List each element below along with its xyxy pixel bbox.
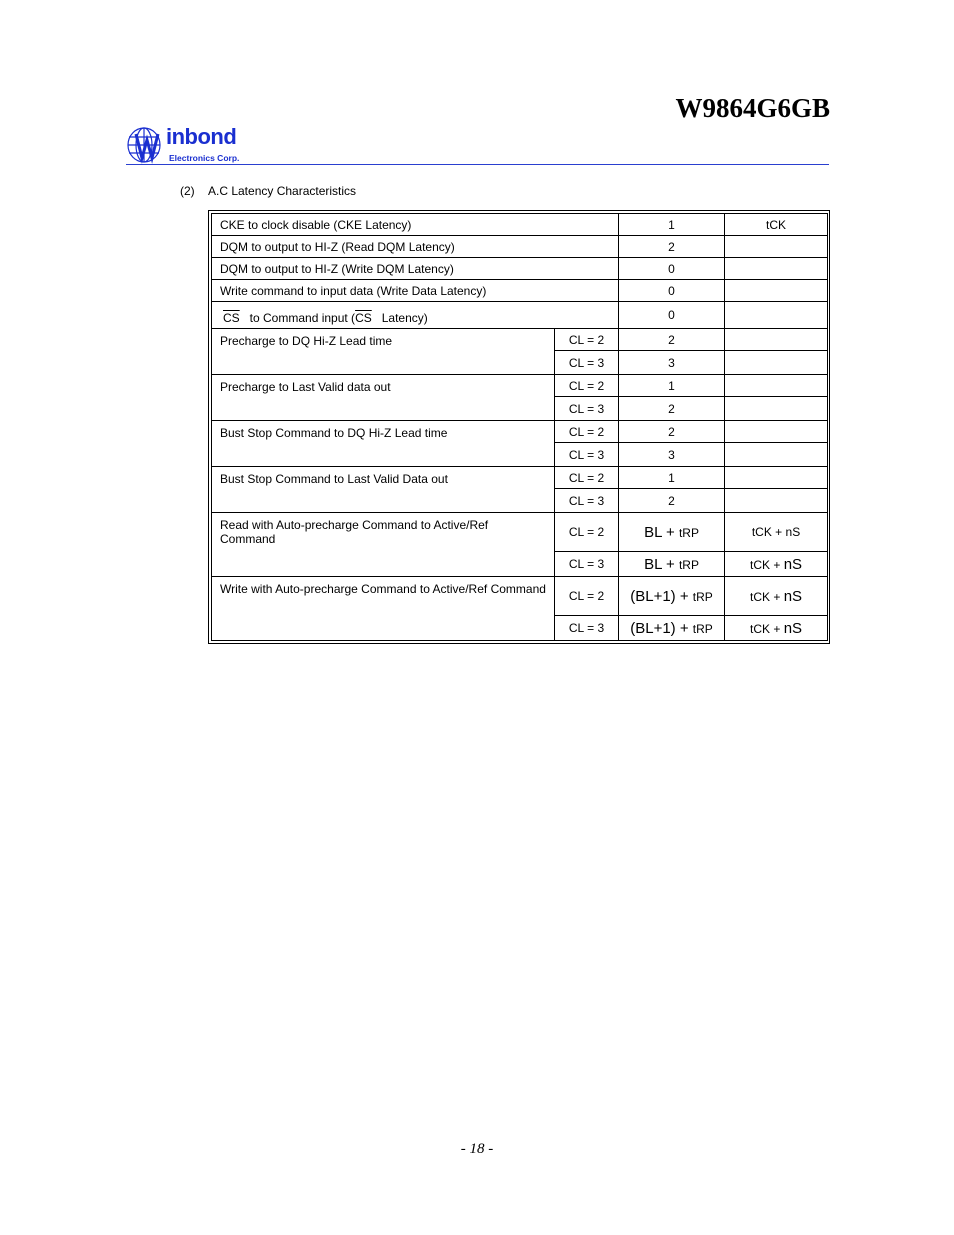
cl-cell: CL = 2 [555,421,619,443]
table-row [212,375,828,397]
value-cell: 2 [619,329,725,351]
param-cell: DQM to output to HI-Z (Read DQM Latency) [212,236,619,258]
cl-cell: CL = 3 [555,443,619,467]
value-main: BL + [644,523,675,541]
table-row [212,236,828,258]
table-row [212,214,828,236]
cl-cell: CL = 3 [555,397,619,421]
table-row [212,577,828,616]
unit-cell [725,258,828,280]
value-sub: tRP [692,621,713,636]
value-cell: 2 [619,489,725,513]
param-cell: CKE to clock disable (CKE Latency) [212,214,619,236]
cs-text: Latency) [381,311,428,325]
table-row [212,329,828,351]
section-heading [180,184,356,198]
unit-cell [725,280,828,302]
cl-cell: CL = 3 [555,351,619,375]
param-cell [212,302,619,329]
section-number: (2) [180,184,195,198]
unit-cell [725,397,828,421]
latency-table-body [212,214,828,641]
value-cell [619,616,725,641]
value-cell: 1 [619,467,725,489]
logo-subtitle: Electronics Corp. [169,153,240,163]
param-cell: Write command to input data (Write Data Latency) [212,280,619,302]
unit-cell [725,443,828,467]
param-cell: DQM to output to HI-Z (Write DQM Latency) [212,258,619,280]
table-row [212,467,828,489]
value-cell: 3 [619,351,725,375]
value-cell: 1 [619,375,725,397]
table-row [212,302,828,329]
winbond-logo [126,126,256,166]
latency-table-frame [208,210,830,644]
unit-cell [725,375,828,397]
cl-cell: CL = 3 [555,489,619,513]
cl-cell: CL = 2 [555,375,619,397]
unit-cell [725,421,828,443]
part-number: W9864G6GB [675,93,830,123]
param-cell: Precharge to DQ Hi-Z Lead time [212,329,555,375]
cl-cell: CL = 3 [555,616,619,641]
value-sub: tRP [678,525,699,540]
unit-cell [725,236,828,258]
value-cell [619,577,725,616]
value-cell: 2 [619,397,725,421]
value-cell: 0 [619,280,725,302]
table-row [212,513,828,552]
cl-cell: CL = 2 [555,467,619,489]
unit-cell [725,302,828,329]
value-main: BL + [644,555,675,573]
unit-a: tCK + [749,557,781,572]
unit-a: tCK + [749,621,781,636]
cl-cell: CL = 3 [555,552,619,577]
header-divider [126,164,829,165]
cs-signal: $\overline{CS}$ [355,311,372,325]
section-title: A.C Latency Characteristics [208,184,357,198]
param-cell: Precharge to Last Valid data out [212,375,555,421]
value-main: (BL+1) + [630,587,689,605]
value-cell: 2 [619,236,725,258]
latency-table [211,213,828,641]
unit-b: nS [783,587,803,605]
unit-cell [725,467,828,489]
cl-cell: CL = 2 [555,513,619,552]
unit-b: nS [783,619,803,637]
table-row [212,280,828,302]
value-cell: 3 [619,443,725,467]
cl-cell: CL = 2 [555,577,619,616]
unit-cell [725,329,828,351]
unit-cell [725,616,828,641]
unit-b: nS [783,555,803,573]
param-cell: Read with Auto-precharge Command to Active/Ref Command [212,513,555,577]
unit-cell [725,552,828,577]
param-cell: Bust Stop Command to Last Valid Data out [212,467,555,513]
table-row [212,421,828,443]
unit-cell [725,577,828,616]
param-cell: Write with Auto-precharge Command to Active/Ref Command [212,577,555,641]
value-cell [619,513,725,552]
unit-cell [725,513,828,552]
cs-signal: $\overline{CS}$ [223,311,240,325]
value-cell: 0 [619,302,725,329]
value-cell: 0 [619,258,725,280]
globe-logo-icon [126,126,168,166]
value-cell: 1 [619,214,725,236]
value-cell: 2 [619,421,725,443]
unit-b: nS [785,525,801,539]
unit-cell [725,351,828,375]
cl-cell: CL = 2 [555,329,619,351]
value-sub: tRP [692,589,713,604]
value-cell [619,552,725,577]
value-main: (BL+1) + [630,619,689,637]
param-cell: Bust Stop Command to DQ Hi-Z Lead time [212,421,555,467]
cs-text: to Command input ( [249,311,356,325]
unit-cell: tCK [725,214,828,236]
logo-wordmark: inbond [166,124,237,149]
unit-a: tCK + [751,525,783,539]
value-sub: tRP [678,557,699,572]
page-number: - 18 - [460,1141,494,1157]
table-row [212,258,828,280]
unit-cell [725,489,828,513]
unit-a: tCK + [749,589,781,604]
